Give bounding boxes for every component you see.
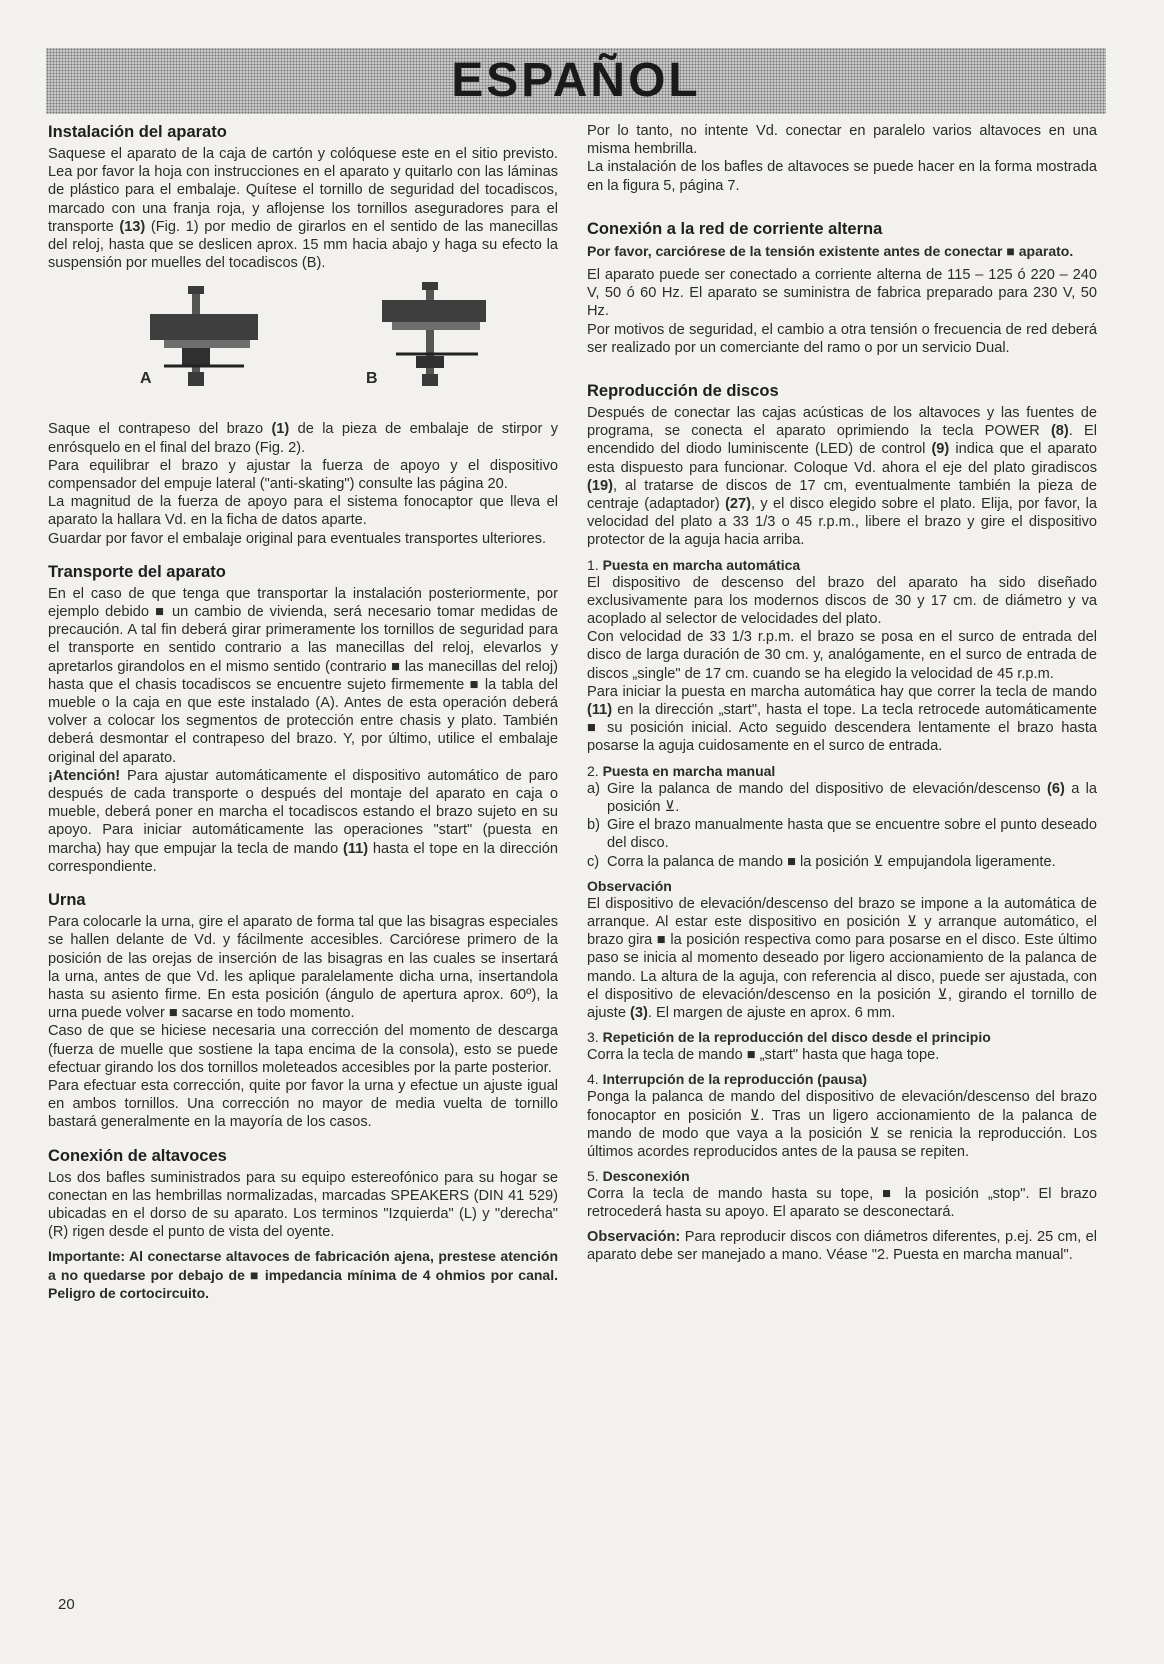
heading-red: Conexión a la red de corriente alterna	[587, 219, 883, 238]
intro-paragraph-1: Por lo tanto, no intente Vd. conectar en paralelo varios altavoces en una misma hembrilla.	[587, 123, 1097, 158]
observacion-final: Observación: Para reproducir discos con diámetros diferentes, p.ej. 25 cm, el aparato debe ser manejado a mano. Véase "2. Puesta en marcha manual".	[587, 1228, 1097, 1263]
urna-paragraph-2: Caso de que se hiciese necesaria una corrección del momento de descarga (fuerza de muelle que sostiene la tapa encima de la consola), esto se puede efectuar girando los dos tornillos moleteados accesibles por la parte posterior.	[48, 1023, 558, 1076]
figure-label-a: A	[140, 370, 152, 388]
section-2-heading: 2. Puesta en marcha manual	[587, 762, 776, 779]
section-1-heading: 1. Puesta en marcha automática	[587, 556, 801, 573]
heading-urna: Urna	[48, 891, 86, 910]
transporte-paragraph-2: ¡Atención! Para ajustar automáticamente el dispositivo automático de paro después de cada transporte o después del montaje del aparato en caja o mueble, deberá poner en marcha el tocadiscos estando el brazo sujeto en su apoyo. Para iniciar automáticamente las operaciones "start" (puesta en marcha) hay que empujar la tecla de mando (11) hasta el tope en la dirección correspondiente.	[48, 767, 558, 875]
figure-a-drawing	[144, 280, 264, 392]
section-5-paragraph: Corra la tecla de mando hasta su tope, ■ la posición „stop". El brazo retrocederá hasta su apoyo. El aparato se desconectará.	[587, 1186, 1097, 1221]
instalacion-paragraph-5: Guardar por favor el embalaje original para eventuales transportes ulteriores.	[48, 530, 547, 547]
red-paragraph-1: El aparato puede ser conectado a corriente alterna de 115 – 125 ó 220 – 240 V, 50 ó 60 Hz. El aparato se suministra de fabrica preparado para 230 V, 50 Hz.	[587, 267, 1097, 320]
section-1-paragraph-3: Para iniciar la puesta en marcha automática hay que correr la tecla de mando (11) en la dirección „start", hasta el tope. La tecla retrocede automáticamente ■ su posición inicial. Acto seguido descendera lentamente el brazo hasta posarse la aguja cuidosamente en el surco de entrada.	[587, 683, 1097, 755]
page-number: 20	[58, 1596, 75, 1613]
heading-transporte: Transporte del aparato	[48, 562, 226, 581]
altavoces-important-note: Importante: Al conectarse altavoces de fabricación ajena, prestese atención a no quedarse por debajo de ■ impedancia mínima de 4 ohmios por canal. Peligro de cortocircuito.	[48, 1248, 558, 1301]
urna-paragraph-1: Para colocarle la urna, gire el aparato de forma tal que las bisagras especiales se hallen delante de Vd. y fácilmente accesibles. Carciórese primero de la posición de las orejas de inserción de las bisagras en las cuales se insertará la urna, antes de que Vd. les aplique paralelamente dicha urna, insertandola hasta su asiento firme. En esta posición (ángulo de apertura aprox. 60º), la urna puede volver ■ sacarse en todo momento.	[48, 914, 558, 1022]
figure-b-drawing	[374, 280, 494, 392]
section-2-steps	[587, 780, 1097, 871]
figure-transport-screws	[48, 280, 558, 402]
altavoces-paragraph-1: Los dos bafles suministrados para su equipo estereofónico para su hogar se conectan en las hembrillas normalizadas, marcadas SPEAKERS (DIN 41 529) ubicadas en el dorso de su aparato. Los terminos "Izquierda" (L) y "derecha" (R) rigen desde el punto de vista del oyente.	[48, 1169, 558, 1241]
list-item: c) Corra la palanca de mando ■ la posición ⊻ empujandola ligeramente.	[587, 853, 1056, 870]
intro-paragraph-2: La instalación de los bafles de altavoces se puede hacer en la forma mostrada en la figura 5, página 7.	[587, 159, 1097, 194]
figure-label-b: B	[366, 370, 378, 388]
left-column	[48, 122, 558, 1302]
language-banner	[46, 48, 1106, 114]
red-warning: Por favor, carciórese de la tensión existente antes de conectar ■ aparato.	[587, 242, 1074, 259]
section-4-heading: 4. Interrupción de la reproducción (pausa)	[587, 1071, 868, 1088]
section-1-paragraph-2: Con velocidad de 33 1/3 r.p.m. el brazo se posa en el surco de entrada del disco de larga duración de 30 cm. y, analógamente, en el surco de entrada de discos „single" de 17 cm. cuando se ha elegido la velocidad de 45 r.p.m.	[587, 629, 1097, 682]
right-column	[587, 122, 1097, 1264]
atencion-label: ¡Atención!	[48, 767, 121, 784]
observacion-heading: Observación	[587, 877, 672, 894]
instalacion-paragraph-4: La magnitud de la fuerza de apoyo para el sistema fonocaptor que lleva el aparato la hallara Vd. en la ficha de datos aparte.	[48, 494, 558, 529]
section-1-paragraph-1: El dispositivo de descenso del brazo del aparato ha sido diseñado exclusivamente para los modernos discos de 30 y 17 cm. de diámetro y va acoplado al selector de velocidades del plato.	[587, 574, 1097, 628]
transporte-paragraph-1: En el caso de que tenga que transportar la instalación posteriormente, por ejemplo debido ■ un cambio de vivienda, será necesario tomar medidas de precaución. A tal fin deberá girar primeramente los tornillos de seguridad para el transporte en sentido contrario a las manecillas del reloj, elevarlos y apretarlos girandolos en el mismo sentido (contrario ■ las manecillas del reloj) hasta que el chasis tocadiscos se encuentre sujeto firmemente ■ la tabla del mueble o la caja en que este instalado (A). Antes de esta operación deberá volver a colocar los segmentos de protección entre chasis y plato. También deberá desmontar el contrapeso del brazo. Y, por último, utilice el embalaje original del aparato.	[48, 585, 558, 766]
reproduccion-paragraph-1: Después de conectar las cajas acústicas de los altavoces y las fuentes de programa, se conecta el aparato oprimiendo la tecla POWER (8). El encendido del diodo luminiscente (LED) de control (9) indica que el aparato esta dispuesto para funcionar. Coloque Vd. ahora el eje del plato giradiscos (19), al tratarse de discos de 17 cm, eventualmente también la pieza de centraje (adaptador) (27), y el disco elegido sobre el plato. Elija, por favor, la velocidad del plato a 33 1/3 o 45 r.p.m., libere el brazo y gire el dispositivo protector de la aguja hacia arriba.	[587, 405, 1097, 549]
instalacion-paragraph-3: Para equilibrar el brazo y ajustar la fuerza de apoyo y el dispositivo compensador del empuje lateral ("anti-skating") consulte las página 20.	[48, 457, 558, 493]
instalacion-paragraph-2: Saque el contrapeso del brazo (1) de la pieza de embalaje de stirpor y enrósquelo en el final del brazo (Fig. 2).	[48, 421, 558, 456]
banner-title: ESPAÑOL	[451, 54, 701, 107]
list-item: b) Gire el brazo manualmente hasta que se encuentre sobre el punto deseado del disco.	[587, 817, 1097, 852]
list-item: a) Gire la palanca de mando del dispositivo de elevación/descenso (6) a la posición ⊻.	[587, 780, 1098, 815]
urna-paragraph-3: Para efectuar esta corrección, quite por favor la urna y efectue un ajuste igual en ambos tornillos. Una corrección no mayor de media vuelta de tornillo bastará generalmente en la mayoría de los casos.	[48, 1077, 558, 1131]
section-3-heading: 3. Repetición de la reproducción del disco desde el principio	[587, 1029, 991, 1046]
heading-reproduccion: Reproducción de discos	[587, 382, 779, 401]
section-5-heading: 5. Desconexión	[587, 1168, 690, 1185]
heading-altavoces: Conexión de altavoces	[48, 1146, 227, 1165]
section-3-paragraph: Corra la tecla de mando ■ „start" hasta que haga tope.	[587, 1047, 940, 1064]
red-paragraph-2: Por motivos de seguridad, el cambio a otra tensión o frecuencia de red deberá ser realizado por un comerciante del ramo o por un servicio Dual.	[587, 321, 1097, 356]
instalacion-paragraph-1: Saquese el aparato de la caja de cartón y colóquese este en el sitio previsto. Lea por favor la hoja con instrucciones en el aparato y quitarlo con las láminas de plástico para el embalaje. Quítese el tornillo de seguridad del tocadiscos, marcado con una franja roja, y aflojense los tornillos aseguradores para el transporte (13) (Fig. 1) por medio de girarlos en el sentido de las manecillas del reloj, hasta que se deslicen aprox. 15 mm hacia abajo y haga su efecto la suspensión por muelles del tocadiscos (B).	[48, 146, 559, 272]
observacion-paragraph: El dispositivo de elevación/descenso del brazo se impone a la automática de arranque. Al estar este dispositivo en posición ⊻ y arranque automático, el brazo gira ■ la posición respectiva como para posarse en el disco. Este último paso se inicia al momento deseado por ligero accionamiento de la palanca de mando. La altura de la aguja, con referencia al disco, puede ser ajustada, con el dispositivo de elevación/descenso en la posición ⊻, girando el tornillo de ajuste (3). El margen de ajuste en aprox. 6 mm.	[587, 895, 1097, 1021]
section-4-paragraph: Ponga la palanca de mando del dispositivo de elevación/descenso del brazo fonocaptor en posición ⊻. Tras un ligero accionamiento de la palanca de mando de modo que vaya a la posición ⊻ se renicia la reproducción. Los últimos acordes reproducidos antes de la pausa se repiten.	[587, 1089, 1097, 1160]
heading-instalacion: Instalación del aparato	[48, 123, 227, 141]
